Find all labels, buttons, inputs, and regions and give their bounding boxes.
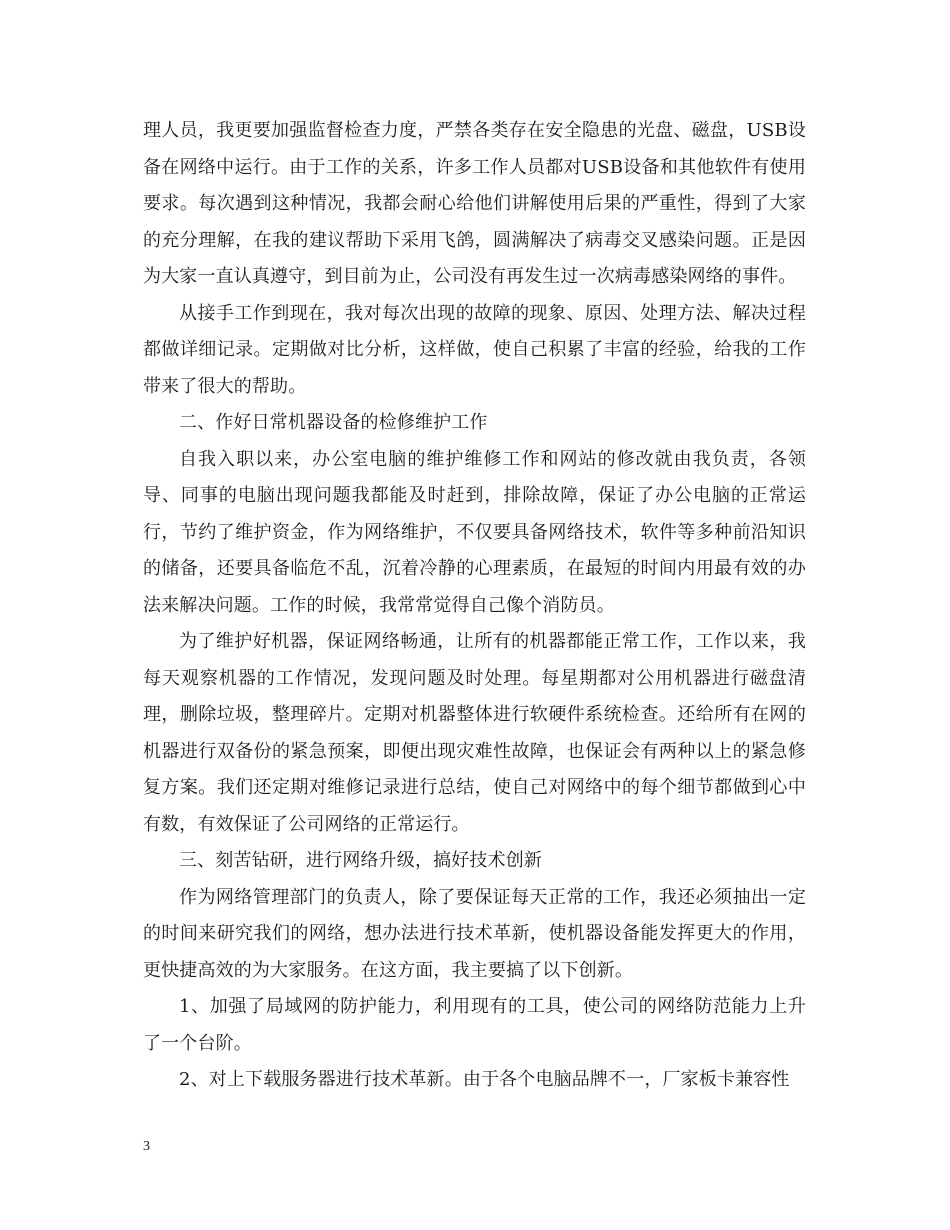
list-item-2: 2、对上下载服务器进行技术革新。由于各个电脑品牌不一，厂家板卡兼容性 — [179, 1069, 790, 1090]
paragraph-2: 从接手工作到现在，我对每次出现的故障的现象、原因、处理方法、解决过程都做详细记录。定期做对比分析，这样做，使自己积累了丰富的经验，给我的工作带来了很大的帮助。 — [143, 302, 806, 397]
paragraph-4: 为了维护好机器，保证网络畅通，让所有的机器都能正常工作，工作以来，我每天观察机器的工作情况，发现问题及时处理。每星期都对公用机器进行磁盘清理，删除垃圾，整理碎片。定期对机器整体进行软硬件系统检查。还给所有在网的机器进行双备份的紧急预案，即便出现灾难性故障，也保证会有两种以上的紧急修复方案。我们还定期对维修记录进行总结，使自己对网络中的每个细节都做到心中有数，有效保证了公司网络的正常运行。 — [143, 631, 806, 835]
document-body — [143, 113, 806, 1099]
section-heading-2: 二、作好日常机器设备的检修维护工作 — [179, 412, 488, 433]
paragraph-5: 作为网络管理部门的负责人，除了要保证每天正常的工作，我还必须抽出一定的时间来研究我们的网络，想办法进行技术革新，使机器设备能发挥更大的作用，更快捷高效的为大家服务。在这方面，我主要搞了以下创新。 — [143, 886, 806, 981]
page-number: 3 — [143, 1139, 150, 1154]
list-item-1: 1、加强了局域网的防护能力，利用现有的工具，使公司的网络防范能力上升了一个台阶。 — [143, 996, 806, 1054]
paragraph-1: 理人员，我更要加强监督检查力度，严禁各类存在安全隐患的光盘、磁盘，USB设备在网络中运行。由于工作的关系，许多工作人员都对USB设备和其他软件有使用要求。每次遇到这种情况，我都会耐心给他们讲解使用后果的严重性，得到了大家的充分理解，在我的建议帮助下采用飞鸽，圆满解决了病毒交叉感染问题。正是因为大家一直认真遵守，到目前为止，公司没有再发生过一次病毒感染网络的事件。 — [143, 120, 806, 287]
section-heading-3: 三、刻苦钻研，进行网络升级，搞好技术创新 — [179, 850, 542, 871]
paragraph-3: 自我入职以来，办公室电脑的维护维修工作和网站的修改就由我负责，各领导、同事的电脑出现问题我都能及时赶到，排除故障，保证了办公电脑的正常运行，节约了维护资金，作为网络维护，不仅要具备网络技术，软件等多种前沿知识的储备，还要具备临危不乱，沉着冷静的心理素质，在最短的时间内用最有效的办法来解决问题。工作的时候，我常常觉得自己像个消防员。 — [143, 448, 806, 616]
